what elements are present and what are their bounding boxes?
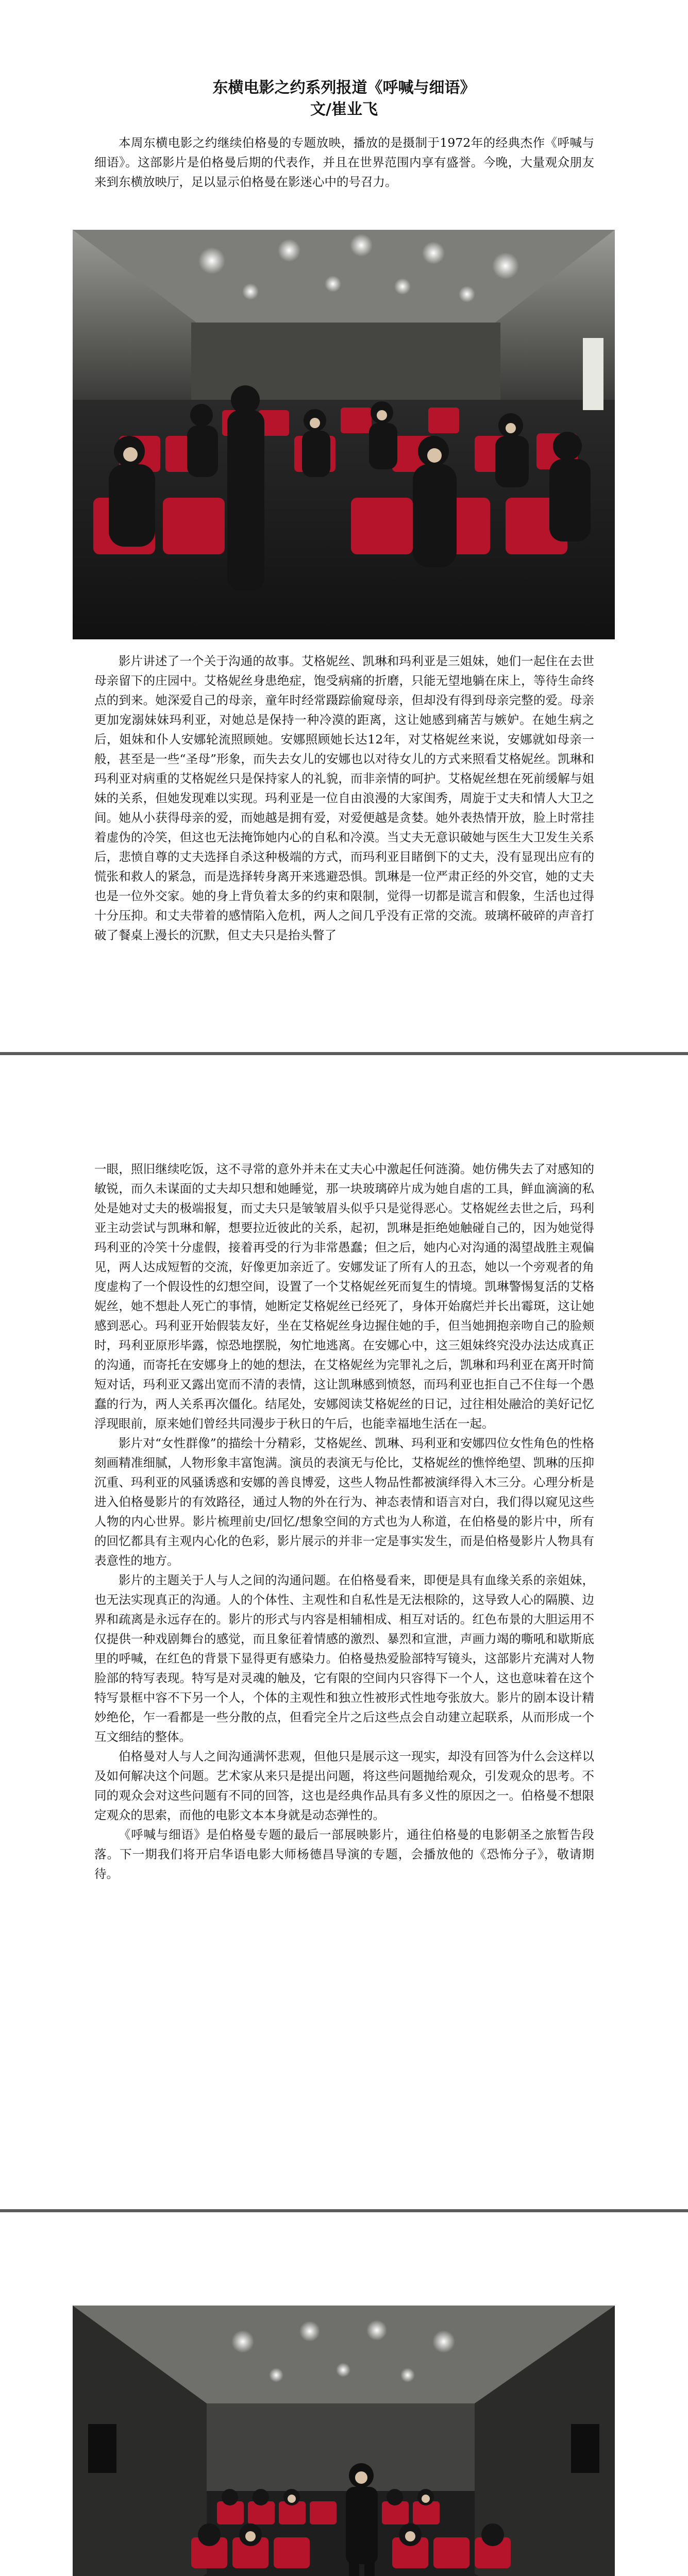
audience-photo-2-drawing	[73, 2306, 615, 2576]
body-paragraph-6: 《呼喊与细语》是伯格曼专题的最后一部展映影片，通往伯格曼的电影朝圣之旅暂告段落。下一期我们将开启华语电影大师杨德昌导演的专题，会播放他的《恐怖分子》，敬请期待。	[94, 1827, 594, 1881]
title-block	[0, 77, 688, 121]
body-paragraph-5: 伯格曼对人与人之间沟通满怀悲观，但他只是展示这一现实，却没有回答为什么会这样以及如何解决这个问题。艺术家从来只是提出问题，将这些问题抛给观众，引发观众的思考。不同的观众会对这些问题有不同的回答，这也是经典作品具有多义性的原因之一。伯格曼不想限定观众的思索，而他的电影文本本身就是动态弹性的。	[94, 1749, 594, 1822]
page2-body-text	[94, 1159, 594, 1884]
page-separator-1	[0, 1052, 688, 1055]
body-paragraph-2: 一眼，照旧继续吃饭，这不寻常的意外并未在丈夫心中激起任何涟漪。她仿佛失去了对感知的敏锐，而久未谋面的丈夫却只想和她睡觉，那一块玻璃碎片成为她自虐的工具，鲜血滴滴的私处是她对丈夫的极端报复，而丈夫只是皱皱眉头似乎只是觉得恶心。艾格妮丝去世之后，玛利亚主动尝试与凯琳和解，想要拉近彼此的关系，起初，凯琳是拒绝她触碰自己的，因为她觉得玛利亚的冷笑十分虚假，接着再受的行为非常愚蠢；但之后，她内心对沟通的渴望战胜主观偏见，两人达成短暂的交流，好像更加亲近了。安娜发证了所有人的丑态，她以一个旁观者的角度虚构了一个假设性的幻想空间，设置了一个艾格妮丝死而复生的情境。凯琳警惕复活的艾格妮丝，她不想赴人死亡的事情，她断定艾格妮丝已经死了，身体开始腐烂并长出霉斑，这让她感到恶心。玛利亚开始假装友好，坐在艾格妮丝身边握住她的手，但当她拥抱亲吻自己的脸颊时，玛利亚原形毕露，惊恐地摆脱，匆忙地逃离。在安娜心中，这三姐妹终究没办法达成真正的沟通，而寄托在安娜身上的她的想法，在艾格妮丝为完罪礼之后，凯琳和玛利亚在离开时简短对话，玛利亚又露出宽而不清的表情，这让凯琳感到愤怒，而玛利亚也拒自己不住每一个愚蠢的行为，两人关系再次僵化。结尾处，安娜阅读艾格妮丝的日记，过往相处融洽的美好记忆浮现眼前，原来她们曾经共同漫步于秋日的午后，也能幸福地生活在一起。	[94, 1162, 594, 1431]
body-paragraph-3: 影片对“女性群像”的描绘十分精彩，艾格妮丝、凯琳、玛利亚和安娜四位女性角色的性格刻画精准细腻，人物形象丰富饱满。演员的表演无与伦比，艾格妮丝的憔悴绝望、凯琳的压抑沉重、玛利亚的风骚诱惑和安娜的善良博爱，这些人物品性都被演绎得入木三分。心理分析是进入伯格曼影片的有效路径，通过人物的外在行为、神态表情和语言对白，我们得以窥见这些人物的内心世界。影片梳理前史/回忆/想象空间的方式也为人称道，在伯格曼的影片中，所有的回忆都具有主观内心化的色彩，影片展示的并非一定是事实发生，而是伯格曼影片人物具有表意性的地方。	[94, 1436, 594, 1568]
page-separator-2	[0, 2209, 688, 2212]
intro-paragraph: 本周东横电影之约继续伯格曼的专题放映，播放的是摄制于1972年的经典杰作《呼喊与细语》。这部影片是伯格曼后期的代表作，并且在世界范围内享有盛誉。今晚，大量观众朋友来到东横放映厅，足以显示伯格曼在影迷心中的号召力。	[94, 135, 594, 189]
audience-photo-2	[73, 2306, 615, 2576]
article-byline: 文/崔业飞	[310, 100, 378, 118]
body-paragraph-4: 影片的主题关于人与人之间的沟通问题。在伯格曼看来，即便是具有血缘关系的亲姐妹，也无法实现真正的沟通。人的个体性、主观性和自私性是无法根除的，这导致人心的隔膜、边界和疏离是永远存在的。影片的形式与内容是相辅相成、相互对话的。红色布景的大胆运用不仅提供一种戏剧舞台的感觉，而且象征着情感的激烈、暴烈和宣泄，声画力竭的嘶吼和歇斯底里的呼喊，在红色的背景下显得更有感染力。伯格曼热爱脸部特写镜头，这部影片充满对人物脸部的特写表现。特写是对灵魂的触及，它有限的空间内只容得下一个人，这也意味着在这个特写景框中容不下另一个人，个体的主观性和独立性被形式性地夸张放大。影片的剧本设计精妙绝伦，乍一看都是一些分散的点，但看完全片之后这些点会自动建立起联系，从而形成一个互文细结的整体。	[94, 1573, 594, 1744]
page1-body-text	[94, 651, 594, 945]
audience-photo-1-drawing	[73, 230, 615, 639]
article-title: 东横电影之约系列报道《呼喊与细语》	[212, 79, 476, 97]
intro-text	[94, 133, 594, 192]
audience-photo-1	[73, 230, 615, 639]
body-paragraph-1: 影片讲述了一个关于沟通的故事。艾格妮丝、凯琳和玛利亚是三姐妹，她们一起住在去世母亲留下的庄园中。艾格妮丝身患绝症，饱受病痛的折磨，只能无望地躺在床上，等待生命终点的到来。她深爱自己的母亲，童年时经常蹑踪偷窥母亲，但却没有得到母亲完整的爱。母亲更加宠溺妹妹玛利亚，对她总是保持一种冷漠的距离，这让她感到痛苦与嫉妒。在她生病之后，姐妹和仆人安娜轮流照顾她。安娜照顾她长达12年，对艾格妮丝来说，安娜就如母亲一般，甚至是一些“圣母”形象，而失去女儿的安娜也以对待女儿的方式来照看艾格妮丝。凯琳和玛利亚对病重的艾格妮丝只是保持家人的礼貌，而非亲情的呵护。艾格妮丝想在死前缓解与姐妹的关系，但她发现难以实现。玛利亚是一位自由浪漫的大家闺秀，周旋于丈夫和情人大卫之间。她从小获得母亲的爱，而她越是拥有爱，对爱便越是贪婪。她外表热情开放，脸上时常挂着虚伪的冷笑，但这也无法掩饰她内心的自私和冷漠。当丈夫无意识破她与医生大卫发生关系后，悲愤自尊的丈夫选择自杀这种极端的方式，而玛利亚目睹倒下的丈夫，没有显现出应有的慌张和救人的紧急，而是选择转身离开来逃避恐惧。凯琳是一位严肃正经的外交官，她的丈夫也是一位外交家。她的身上背负着太多的约束和限制，觉得一切都是谎言和假象，生活也过得十分压抑。和丈夫带着的感情陷入危机，两人之间几乎没有正常的交流。玻璃杯破碎的声音打破了餐桌上漫长的沉默，但丈夫只是抬头瞥了	[94, 654, 594, 942]
